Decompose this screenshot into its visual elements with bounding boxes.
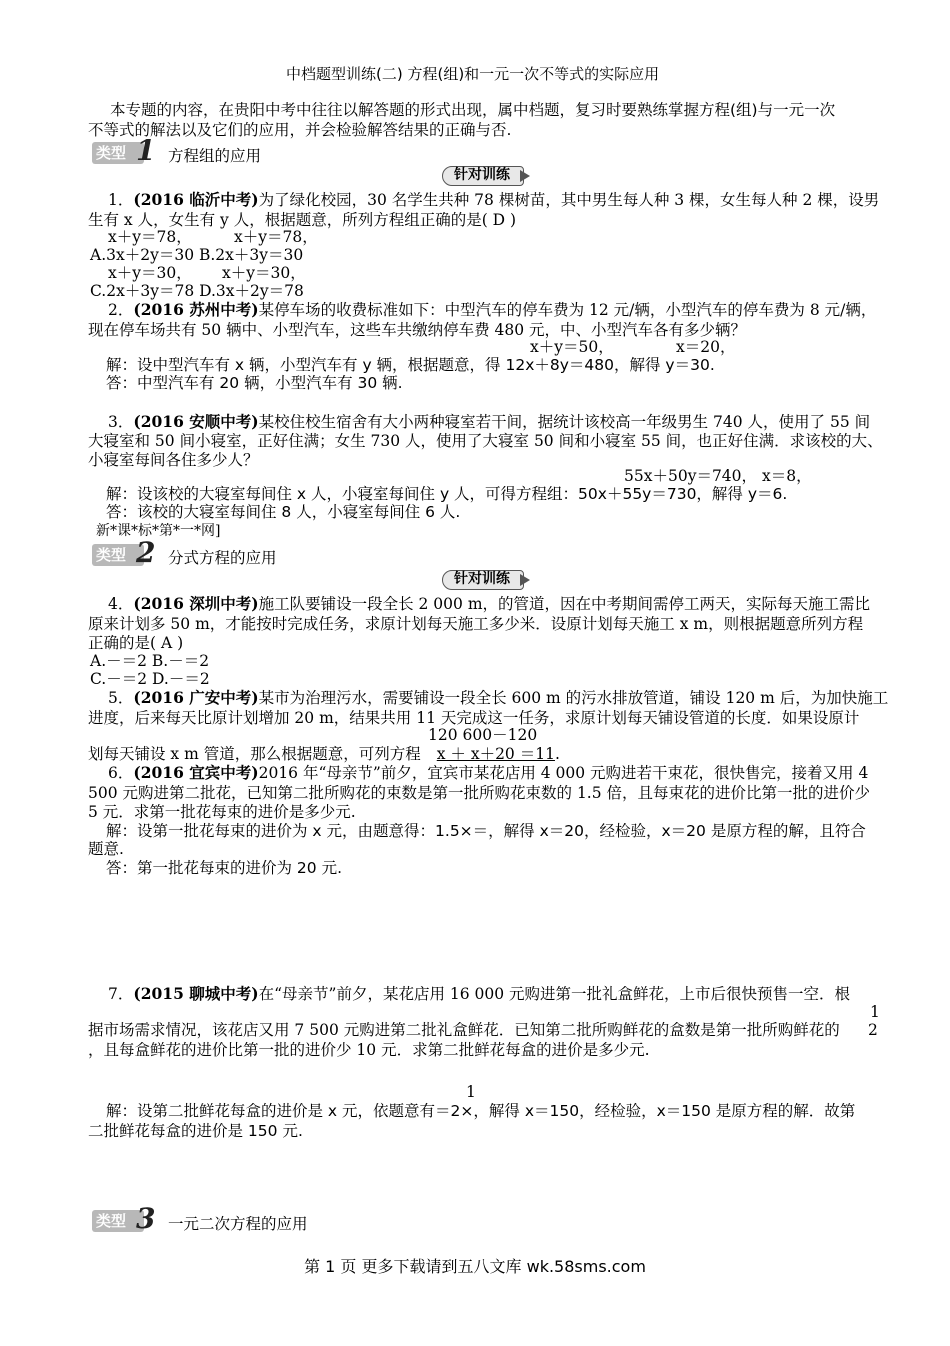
q5-text-line-1 [108, 688, 888, 708]
q2-line-1: 某停车场的收费标准如下：中型汽车的停车费为 12 元/辆，小型汽车的停车费为 8 元/辆， [258, 301, 877, 319]
q1-source: (2016 临沂中考) [133, 190, 259, 209]
q7-solution-1 [106, 1101, 855, 1121]
q6-solution-1: 解：设第一批花每束的进价为 x 元，由题意得：1.5×＝，解得 x＝20，经检验，x＝20 是原方程的解，且符合 [106, 822, 866, 840]
q7-solution-2: 二批鲜花每盒的进价是 150 元. [88, 1122, 303, 1140]
q7-line-2: 据市场需求情况，该花店又用 7 500 元购进第二批礼盒鲜花．已知第二批所购鲜花的盒数是第一批所购鲜花的 [88, 1021, 840, 1039]
q6-number: 6． [108, 764, 134, 782]
q7-line-3: ，且每盒鲜花的进价比第一批的进价少 10 元．求第二批鲜花每盒的进价是多少元. [88, 1041, 650, 1059]
q2-answer: 答：中型汽车有 20 辆，小型汽车有 30 辆. [106, 374, 403, 392]
q1-option-b-top: x＋y＝78， [234, 228, 318, 246]
q6-line-2: 500 元购进第二批花，已知第二批所购花的束数是第一批所购花束数的 1.5 倍，且每束花的进价比第一批的进价少 [88, 784, 871, 802]
q1-options-cd: C.2x＋3y＝78 D.3x＋2y＝78 [90, 282, 304, 300]
q1-option-a-top: x＋y＝78， [108, 228, 192, 246]
type3-badge-text: 类型 [96, 1212, 127, 1230]
q6-line-3: 5 元．求第一批花每束的进价是多少元. [88, 803, 356, 821]
type3-badge-number: 3 [136, 1202, 156, 1235]
q4-source: (2016 深圳中考) [133, 594, 259, 613]
type2-ribbon-label: 针对训练 [454, 571, 510, 587]
q4-number: 4． [108, 595, 134, 613]
type2-label: 分式方程的应用 [168, 549, 277, 567]
q2-system-top: x＋y＝50， [530, 338, 614, 356]
q3-number: 3． [108, 413, 134, 431]
intro-line-2: 不等式的解法以及它们的应用，并会检验解答结果的正确与否. [88, 121, 512, 139]
q6-source: (2016 宜宾中考) [133, 763, 259, 782]
q2-solution: 解：设中型汽车有 x 辆，小型汽车有 y 辆，根据题意，得 12x＋8y＝480，解得 y＝30. [106, 356, 715, 374]
q5-source: (2016 广安中考) [133, 688, 259, 707]
q7-solution-1b: ×，解得 x＝150，经检验，x＝150 是原方程的解．故第 [460, 1102, 856, 1120]
q4-line-1: 施工队要铺设一段全长 2 000 m，的管道，因在中考期间需停工两天，实际每天施工需比 [258, 595, 871, 613]
q3-line-1: 某校住校生宿舍有大小两种寝室若干间，据统计该校高一年级男生 740 人，使用了 55 间 [258, 413, 871, 431]
q5-line-1: 某市为治理污水，需要铺设一段全长 600 m 的污水排放管道，铺设 120 m 后，为加快施工 [258, 689, 889, 707]
q2-line-2: 现在停车场共有 50 辆中、小型汽车，这些车共缴纳停车费 480 元，中、小型汽车各有多少辆？ [88, 321, 747, 339]
q7-line-1: 在“母亲节”前夕，某花店用 16 000 元购进第一批礼盒鲜花，上市后很快预售一空．根 [258, 985, 851, 1003]
type2-ribbon [438, 568, 524, 592]
type1-badge-number: 1 [136, 134, 156, 167]
q2-number: 2． [108, 301, 134, 319]
type2-badge-text: 类型 [96, 546, 127, 564]
q2-solution-top: x＝20， [676, 338, 736, 356]
q1-options-ab: A.3x＋2y＝30 B.2x＋3y＝30 [90, 246, 304, 264]
type1-badge-text: 类型 [96, 144, 127, 162]
type2-badge-number: 2 [136, 536, 156, 569]
q1-option-d-top: x＋y＝30， [222, 264, 306, 282]
q5-fraction-numerators: 120 600－120 [428, 726, 538, 744]
q3-system-top: 55x＋50y＝740， [624, 467, 758, 485]
type3-label: 一元二次方程的应用 [168, 1215, 308, 1233]
intro-line-1: 本专题的内容，在贵阳中考中往往以解答题的形式出现，属中档题，复习时要熟练掌握方程(组)与一元一次 [110, 101, 836, 119]
q7-solution-1a: 解：设第二批鲜花每盒的进价是 x 元，依题意有＝ [106, 1102, 451, 1120]
q6-solution-2: 题意. [88, 840, 124, 858]
q3-solution: 解：设该校的大寝室每间住 x 人，小寝室每间住 y 人，可得方程组：50x＋55y＝730，解得 y＝6. [106, 485, 788, 503]
q3-solution-top: x＝8， [762, 467, 812, 485]
q5-line-3-text: 划每天铺设 x m 管道，那么根据题意，可列方程 [88, 745, 421, 763]
page-title: 中档题型训练(二) 方程(组)和一元一次不等式的实际应用 [286, 65, 660, 83]
q6-text-line-1 [108, 763, 868, 783]
q1-text-line-1 [108, 190, 879, 210]
q5-end: . [554, 745, 560, 763]
q1-option-c-top: x＋y＝30， [108, 264, 192, 282]
q1-line-2: 生有 x 人，女生有 y 人，根据题意，所列方程组正确的是( D ) [88, 211, 517, 229]
q7-source: (2015 聊城中考) [133, 984, 259, 1003]
q2-text-line-1 [108, 300, 876, 320]
q4-options-ab: A.－＝2 B.－＝2 [90, 652, 210, 670]
q2-source: (2016 苏州中考) [133, 300, 259, 319]
q3-watermark: 新*课*标*第*一*网] [96, 523, 221, 539]
q6-answer: 答：第一批花每束的进价为 20 元. [106, 859, 343, 877]
q3-source: (2016 安顺中考) [133, 412, 259, 431]
q7-fraction-denominator: 2 [868, 1021, 878, 1039]
q5-line-2: 进度，后来每天比原计划增加 20 m，结果共用 11 天完成这一任务，求原计划每天铺设管道的长度．如果设原计 [88, 709, 860, 727]
q3-line-3: 小寝室每间各住多少人？ [88, 451, 259, 469]
type1-ribbon-label: 针对训练 [454, 167, 510, 183]
q5-answer-equation: x ＋ x＋20 ＝11 [436, 745, 555, 763]
type3-badge [92, 1202, 156, 1235]
q7-fraction-numerator: 1 [870, 1003, 880, 1021]
page-footer: 第 1 页 更多下载请到五八文库 wk.58sms.com [304, 1257, 646, 1276]
type1-label: 方程组的应用 [168, 147, 262, 165]
type1-badge [92, 134, 156, 167]
q4-text-line-1 [108, 594, 870, 614]
q1-line-1: 为了绿化校园，30 名学生共种 78 棵树苗，其中男生每人种 3 棵，女生每人种 2 棵，设男 [258, 191, 880, 209]
type2-badge [92, 536, 156, 569]
q4-options-cd: C.－＝2 D.－＝2 [90, 670, 210, 688]
q3-text-line-1 [108, 412, 870, 432]
q3-answer: 答：该校的大寝室每间住 8 人，小寝室每间住 6 人. [106, 503, 461, 521]
q1-number: 1． [108, 191, 134, 209]
q7-solution-fraction-numerator: 1 [466, 1083, 476, 1101]
q7-text-line-1 [108, 984, 850, 1004]
type1-ribbon [438, 164, 524, 188]
q3-line-2: 大寝室和 50 间小寝室，正好住满；女生 730 人，使用了大寝室 50 间和小寝室 55 间，也正好住满．求该校的大、 [88, 432, 883, 450]
q4-line-2: 原来计划多 50 m，才能按时完成任务，求原计划每天施工多少米．设原计划每天施工 x m，则根据题意所列方程 [88, 615, 864, 633]
q6-line-1: 2016 年“母亲节”前夕，宜宾市某花店用 4 000 元购进若干束花，很快售完，接着又用 4 [258, 764, 869, 782]
q5-line-3 [88, 744, 560, 764]
q5-number: 5． [108, 689, 134, 707]
q7-solution-fraction-denominator: 2 [450, 1102, 461, 1120]
q7-number: 7． [108, 985, 134, 1003]
q4-line-3: 正确的是( A ) [88, 634, 184, 652]
